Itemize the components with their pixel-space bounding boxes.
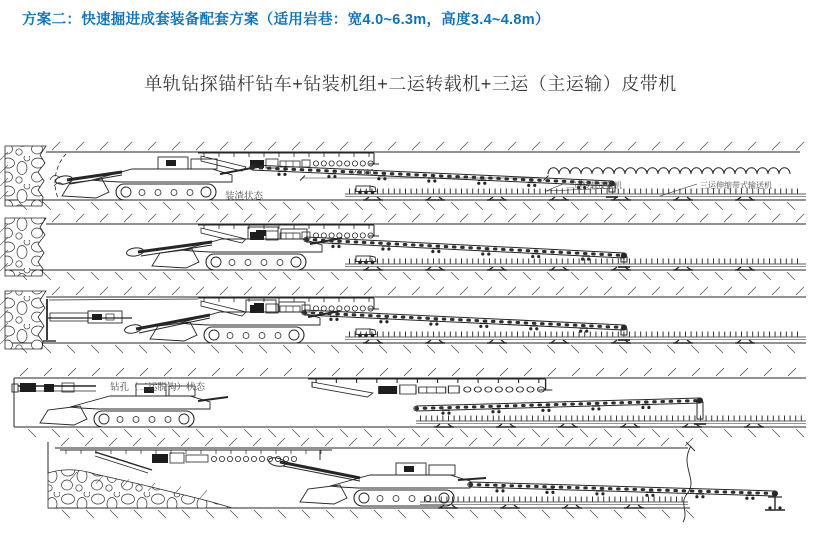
row-face-drilling-state — [0, 287, 806, 353]
tunnel-diagram — [0, 128, 821, 548]
label-belt2: 二运转载皮带机 — [566, 181, 622, 190]
row-retreated-state — [0, 214, 806, 280]
row-muck-pile-state — [48, 438, 785, 522]
equipment-subtitle: 单轨钻探锚杆钻车+钻装机组+二运转载机+三运（主运输）皮带机 — [144, 74, 677, 94]
row-unhooked-drilling-state — [12, 368, 806, 437]
dimension-24000: 24000 — [352, 168, 375, 177]
label-loading-state: 装渣状态 — [225, 191, 264, 202]
label-drilling-state: 钻孔（二运脱钩）状态 — [110, 382, 206, 393]
row-loading-state — [0, 142, 806, 210]
page-title: 方案二：快速掘进成套装备配套方案（适用岩巷：宽4.0~6.3m，高度3.4~4.8m） — [22, 12, 550, 28]
label-belt3: 三运伸缩带式输送机 — [700, 181, 772, 190]
diagram-labels — [110, 168, 772, 393]
